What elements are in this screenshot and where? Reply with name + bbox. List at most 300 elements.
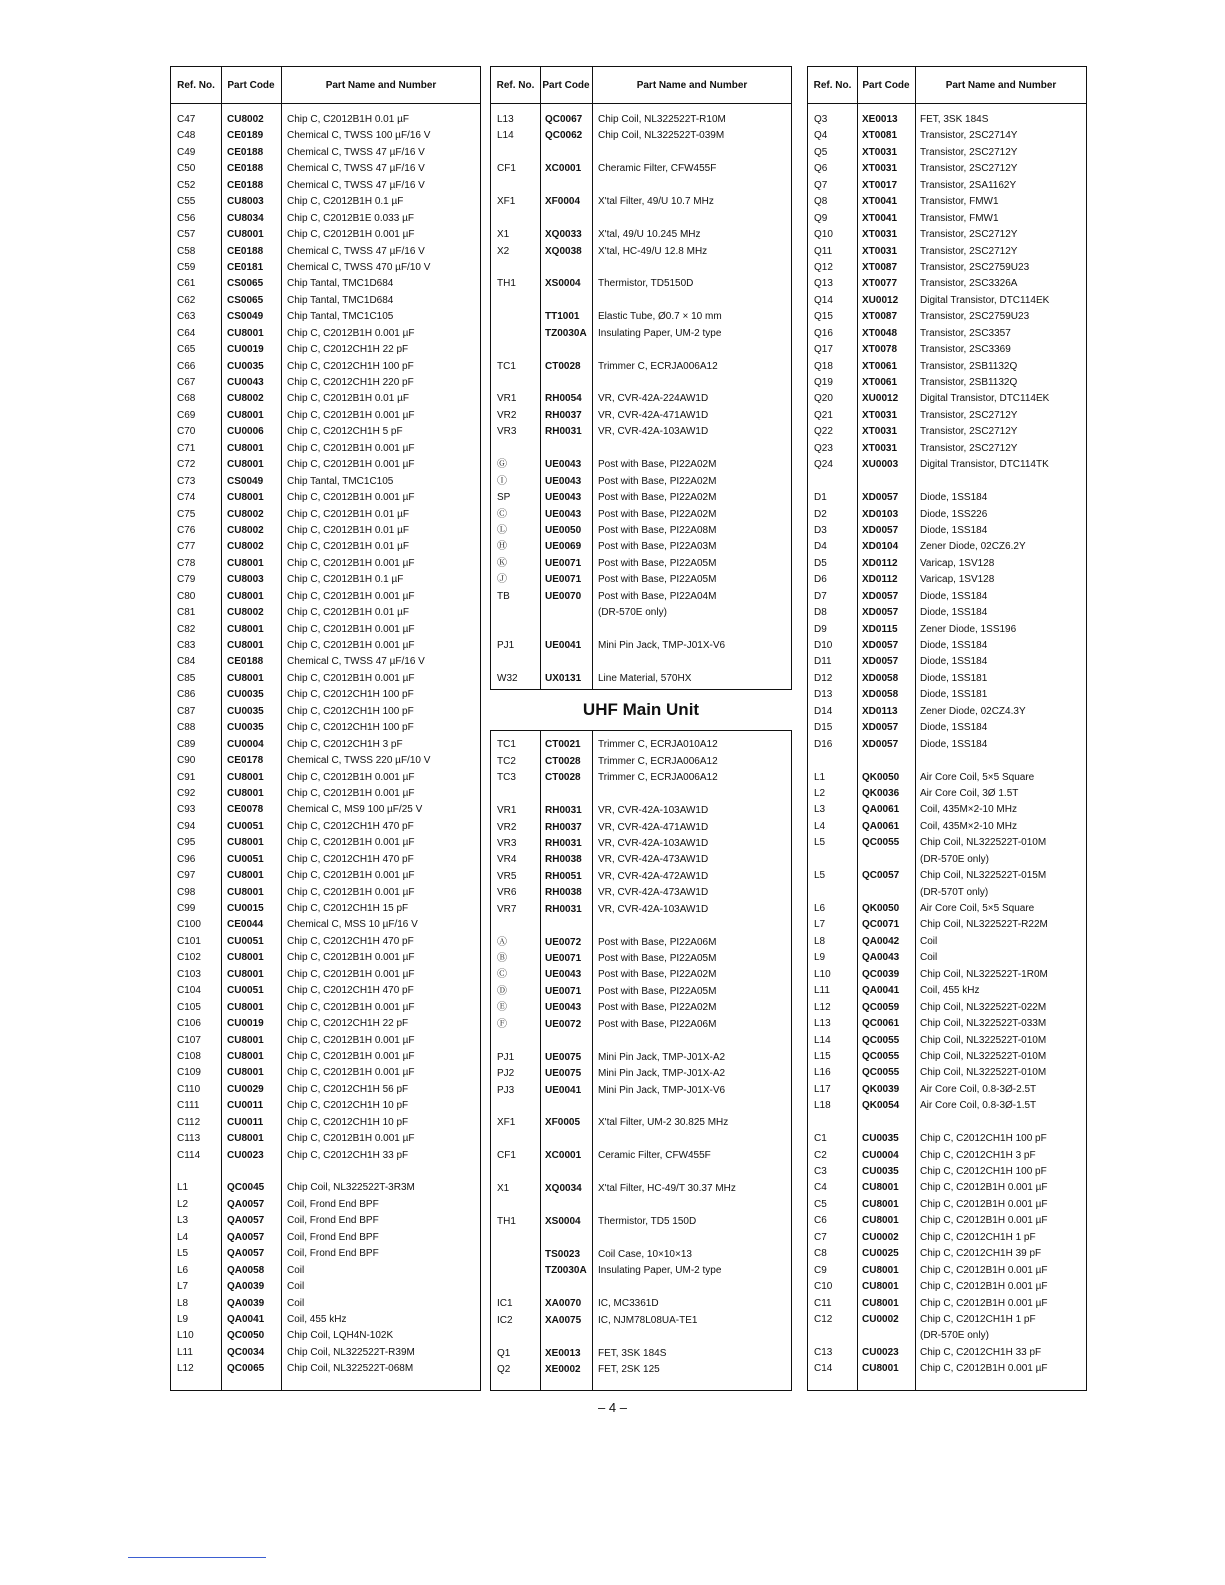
header-name: Part Name and Number: [945, 79, 1057, 91]
name-cell: Chip C, C2012CH1H 1 pF: [920, 1313, 1036, 1325]
table-row: [491, 293, 791, 309]
table-row: [491, 885, 791, 901]
table-row: [171, 375, 480, 391]
ref-cell: C87: [177, 705, 196, 717]
name-cell: Coil: [920, 935, 938, 947]
table-row: [808, 1197, 1086, 1213]
code-cell: XT0087: [862, 261, 898, 273]
name-cell: Chip C, C2012CH1H 470 pF: [287, 935, 414, 947]
code-cell: XQ0034: [545, 1183, 582, 1195]
ref-cell: D13: [814, 689, 833, 701]
name-cell: Transistor, 2SC2712Y: [920, 245, 1018, 257]
ref-cell: PJ1: [497, 640, 515, 651]
name-cell: Diode, 1SS184: [920, 524, 988, 536]
code-cell: CU8003: [227, 574, 264, 586]
code-cell: UE0075: [545, 1051, 582, 1063]
name-cell: Chip Coil, NL322522T-3R3M: [287, 1182, 415, 1194]
name-cell: Mini Pin Jack, TMP-J01X-V6: [598, 1084, 726, 1096]
code-cell: CU0019: [227, 344, 264, 356]
ref-cell: Q16: [814, 327, 833, 339]
code-cell: XT0031: [862, 163, 898, 175]
code-cell: XC0001: [545, 163, 582, 175]
name-cell: Chip C, C2012CH1H 22 pF: [287, 344, 409, 356]
ref-cell: VR1: [497, 393, 517, 405]
code-cell: XE0002: [545, 1363, 581, 1375]
header-code: Part Code: [227, 79, 275, 91]
table-row: [171, 589, 480, 605]
code-cell: CU0035: [227, 705, 264, 717]
code-cell: QA0057: [227, 1231, 265, 1243]
table-row: [491, 869, 791, 885]
ref-cell: Ⓒ: [497, 969, 507, 981]
name-cell: Chip C, C2012CH1H 470 pF: [287, 853, 414, 865]
name-cell: Chip C, C2012B1H 0.001 µF: [287, 672, 415, 684]
code-cell: CU8002: [227, 524, 264, 536]
table-row: [491, 441, 791, 457]
table-row: [491, 1115, 791, 1131]
table-row: [808, 293, 1086, 309]
name-cell: Chip Coil, NL322522T-033M: [920, 1018, 1047, 1030]
name-cell: Chip C, C2012CH1H 100 pF: [920, 1166, 1047, 1177]
table-row: [491, 671, 791, 687]
ref-cell: L9: [177, 1313, 189, 1325]
name-cell: Post with Base, PI22A06M: [598, 1018, 717, 1030]
ref-cell: C14: [814, 1363, 833, 1375]
code-cell: RH0037: [545, 821, 582, 833]
table-row: [491, 523, 791, 539]
table-row: [171, 1328, 480, 1344]
code-cell: UE0072: [545, 936, 582, 948]
table-row: [491, 211, 791, 227]
table-row: [171, 227, 480, 243]
parts-table-2: [490, 66, 792, 1391]
table-row: [808, 950, 1086, 966]
ref-cell: L13: [814, 1018, 831, 1030]
name-cell: Chip C, C2012B1H 0.001 µF: [920, 1264, 1048, 1276]
code-cell: CE0188: [227, 656, 264, 668]
ref-cell: C52: [177, 179, 196, 191]
table-row: [808, 885, 1086, 901]
code-cell: QA0057: [227, 1215, 265, 1227]
code-cell: XT0061: [862, 377, 898, 388]
table-row: [491, 342, 791, 358]
table-row: [491, 1017, 791, 1033]
table-row: [808, 1164, 1086, 1180]
table-row: [171, 638, 480, 654]
table-row: [171, 260, 480, 276]
name-cell: Chip C, C2012CH1H 220 pF: [287, 377, 414, 388]
ref-cell: L8: [814, 935, 826, 947]
table-row: [491, 737, 791, 753]
name-cell: Coil, Frond End BPF: [287, 1215, 379, 1227]
name-cell: Transistor, 2SC2714Y: [920, 130, 1018, 142]
table-row: [808, 671, 1086, 687]
name-cell: Transistor, 2SC3326A: [920, 278, 1018, 290]
ref-cell: Ⓗ: [497, 541, 507, 553]
ref-cell: VR2: [497, 821, 517, 833]
code-cell: CE0078: [227, 804, 264, 816]
ref-cell: C5: [814, 1198, 827, 1210]
ref-cell: L4: [177, 1231, 189, 1243]
name-cell: Chip Coil, NL322522T-039M: [598, 130, 725, 142]
code-cell: QC0055: [862, 1034, 900, 1046]
ref-cell: C76: [177, 524, 196, 536]
table-row: [491, 490, 791, 506]
code-cell: CU8001: [227, 590, 264, 602]
table-row: [808, 1312, 1086, 1328]
table-row: [491, 359, 791, 375]
table-row: [491, 836, 791, 852]
ref-cell: L12: [177, 1363, 194, 1375]
code-cell: XQ0038: [545, 245, 582, 257]
name-cell: Chip Coil, NL322522T-R10M: [598, 114, 726, 125]
ref-cell: C88: [177, 722, 196, 734]
name-cell: Zener Diode, 02CZ6.2Y: [920, 541, 1026, 553]
code-cell: QC0057: [862, 870, 900, 882]
name-cell: Chip Coil, NL322522T-010M: [920, 1034, 1047, 1046]
table-row: [171, 1263, 480, 1279]
table-row: [808, 1361, 1086, 1377]
name-cell: Diode, 1SS184: [920, 640, 988, 651]
code-cell: XT0087: [862, 311, 898, 323]
code-cell: CU8001: [227, 1050, 264, 1062]
rows-col2-top: [491, 112, 791, 687]
table-row: [171, 885, 480, 901]
code-cell: QC0071: [862, 919, 900, 931]
name-cell: Chip Tantal, TMC1D684: [287, 278, 394, 290]
table-row: [171, 835, 480, 851]
name-cell: Transistor, 2SC2712Y: [920, 163, 1018, 175]
code-cell: QC0065: [227, 1363, 265, 1375]
name-cell: Chip Coil, NL322522T-010M: [920, 1050, 1047, 1062]
code-cell: UE0043: [545, 475, 582, 487]
table-row: [808, 1049, 1086, 1065]
name-cell: Chip C, C2012B1H 0.001 µF: [287, 837, 415, 849]
name-cell: Chip C, C2012CH1H 1 pF: [920, 1231, 1036, 1243]
code-cell: RH0031: [545, 903, 582, 915]
code-cell: CE0188: [227, 163, 264, 175]
table-row: [808, 523, 1086, 539]
ref-cell: L13: [497, 114, 514, 125]
code-cell: XD0115: [862, 623, 898, 635]
ref-cell: C2: [814, 1149, 827, 1161]
name-cell: X'tal Filter, HC-49/T 30.37 MHz: [598, 1183, 736, 1195]
code-cell: QK0036: [862, 787, 900, 799]
code-cell: CU8001: [227, 327, 264, 339]
ref-cell: C82: [177, 623, 196, 635]
table-row: [491, 161, 791, 177]
name-cell: (DR-570T only): [920, 886, 989, 898]
name-cell: Trimmer C, ECRJA006A12: [598, 755, 718, 767]
code-cell: CU0023: [227, 1149, 264, 1161]
table-row: [491, 638, 791, 654]
table-row: [171, 178, 480, 194]
code-cell: XT0077: [862, 278, 898, 290]
table-row: [491, 474, 791, 490]
table-row: [171, 1361, 480, 1377]
ref-cell: L8: [177, 1297, 189, 1309]
name-cell: Chip C, C2012CH1H 56 pF: [287, 1083, 409, 1095]
code-cell: CE0188: [227, 179, 264, 191]
section-title-uhf: UHF Main Unit: [490, 689, 792, 731]
code-cell: CU8001: [227, 623, 264, 635]
table-row: [491, 803, 791, 819]
name-cell: Transistor, 2SC3369: [920, 344, 1011, 356]
name-cell: Coil: [287, 1281, 305, 1293]
table-row: [171, 1016, 480, 1032]
name-cell: Chip Coil, NL322522T-R22M: [920, 919, 1048, 931]
name-cell: Chip C, C2012B1H 0.001 µF: [920, 1215, 1048, 1227]
code-cell: TZ0030A: [545, 327, 587, 339]
rows-col2-bottom: [491, 737, 791, 1378]
ref-cell: C61: [177, 278, 196, 290]
table-row: [808, 244, 1086, 260]
table-row: [808, 654, 1086, 670]
ref-cell: CF1: [497, 163, 516, 175]
name-cell: Chip C, C2012B1H 0.001 µF: [287, 1050, 415, 1062]
table-row: [808, 605, 1086, 621]
table-row: [808, 474, 1086, 490]
name-cell: Chemical C, MSS 10 µF/16 V: [287, 919, 418, 931]
code-cell: CU8001: [227, 640, 264, 651]
name-cell: X'tal Filter, 49/U 10.7 MHz: [598, 196, 714, 208]
code-cell: CU8001: [227, 1001, 264, 1013]
table-row: [491, 1247, 791, 1263]
ref-cell: L1: [814, 771, 826, 783]
table-row: [491, 539, 791, 555]
ref-cell: C102: [177, 952, 201, 964]
ref-cell: C11: [814, 1297, 832, 1309]
ref-cell: C65: [177, 344, 196, 356]
code-cell: CE0189: [227, 130, 264, 142]
table-row: [808, 687, 1086, 703]
name-cell: Post with Base, PI22A02M: [598, 459, 717, 471]
table-row: [171, 145, 480, 161]
ref-cell: C111: [177, 1100, 200, 1112]
table-row: [808, 1115, 1086, 1131]
code-cell: QA0061: [862, 804, 900, 816]
table-row: [491, 820, 791, 836]
name-cell: X'tal, 49/U 10.245 MHz: [598, 229, 701, 241]
ref-cell: C48: [177, 130, 196, 142]
code-cell: QC0045: [227, 1182, 265, 1194]
ref-cell: C7: [814, 1231, 827, 1243]
code-cell: XF0004: [545, 196, 581, 208]
name-cell: Chip C, C2012B1H 0.001 µF: [287, 409, 415, 421]
name-cell: Chip Tantal, TMC1C105: [287, 475, 394, 487]
name-cell: Chip C, C2012B1H 0.001 µF: [920, 1182, 1048, 1194]
table-row: [491, 1066, 791, 1082]
code-cell: RH0037: [545, 409, 582, 421]
ref-cell: Q11: [814, 245, 833, 257]
name-cell: Mini Pin Jack, TMP-J01X-V6: [598, 640, 726, 651]
code-cell: CU8001: [862, 1264, 899, 1276]
ref-cell: L10: [814, 968, 831, 980]
ref-cell: D15: [814, 722, 833, 734]
ref-cell: Ⓑ: [497, 953, 507, 964]
name-cell: Coil Case, 10×10×13: [598, 1248, 692, 1260]
ref-cell: D7: [814, 590, 827, 602]
table-row: [808, 1279, 1086, 1295]
code-cell: RH0051: [545, 870, 582, 882]
code-cell: XD0112: [862, 557, 898, 569]
table-row: [808, 145, 1086, 161]
table-row: [171, 720, 480, 736]
ref-cell: VR3: [497, 426, 517, 438]
name-cell: FET, 2SK 125: [598, 1363, 660, 1375]
ref-cell: D16: [814, 738, 833, 750]
name-cell: Coil, 435M×2-10 MHz: [920, 820, 1017, 832]
table-row: [171, 523, 480, 539]
ref-cell: TC3: [497, 772, 516, 784]
code-cell: QC0055: [862, 837, 900, 849]
table-row: [171, 1164, 480, 1180]
table-row: [491, 1099, 791, 1115]
ref-cell: C113: [177, 1133, 201, 1145]
code-cell: RH0038: [545, 887, 582, 899]
table-row: [808, 309, 1086, 325]
ref-cell: C69: [177, 409, 196, 421]
name-cell: Chip C, C2012CH1H 15 pF: [287, 903, 409, 914]
code-cell: XS0004: [545, 278, 581, 290]
code-cell: QA0058: [227, 1264, 265, 1276]
table-row: [171, 112, 480, 128]
name-cell: Chip C, C2012B1H 0.01 µF: [287, 524, 409, 536]
table-row: [808, 770, 1086, 786]
name-cell: FET, 3SK 184S: [598, 1347, 667, 1359]
ref-cell: Q17: [814, 344, 833, 356]
code-cell: RH0031: [545, 805, 582, 817]
ref-cell: C6: [814, 1215, 827, 1227]
table-row: [808, 1296, 1086, 1312]
ref-cell: VR1: [497, 805, 517, 817]
table-row: [171, 1296, 480, 1312]
table-row: [171, 704, 480, 720]
name-cell: Chemical C, TWSS 47 µF/16 V: [287, 163, 425, 175]
name-cell: Chip Coil, NL322522T-022M: [920, 1001, 1047, 1013]
name-cell: VR, CVR-42A-103AW1D: [598, 837, 709, 849]
code-cell: CU8001: [862, 1182, 899, 1194]
name-cell: Chip C, C2012B1H 0.001 µF: [287, 771, 415, 783]
name-cell: Chemical C, TWSS 47 µF/16 V: [287, 656, 425, 668]
ref-cell: C99: [177, 903, 196, 914]
table-row: [808, 507, 1086, 523]
name-cell: Chip C, C2012B1H 0.001 µF: [920, 1363, 1048, 1375]
table-row: [491, 754, 791, 770]
name-cell: Transistor, 2SC2712Y: [920, 146, 1018, 158]
name-cell: Mini Pin Jack, TMP-J01X-A2: [598, 1068, 726, 1080]
ref-cell: L3: [814, 804, 826, 816]
name-cell: Diode, 1SS184: [920, 590, 988, 602]
code-cell: UE0041: [545, 640, 582, 651]
name-cell: Chemical C, TWSS 470 µF/10 V: [287, 261, 431, 273]
name-cell: Post with Base, PI22A05M: [598, 985, 717, 997]
code-cell: XD0103: [862, 508, 899, 520]
ref-cell: L6: [177, 1264, 189, 1276]
ref-cell: C79: [177, 574, 196, 586]
name-cell: Transistor, 2SB1132Q: [920, 377, 1018, 388]
ref-cell: C84: [177, 656, 196, 668]
code-cell: CU8034: [227, 212, 264, 224]
table-row: [171, 737, 480, 753]
name-cell: (DR-570E only): [598, 607, 667, 619]
ref-cell: C105: [177, 1001, 201, 1013]
ref-cell: D2: [814, 508, 827, 520]
ref-cell: L2: [814, 787, 826, 799]
ref-cell: C89: [177, 738, 196, 750]
ref-cell: X1: [497, 1183, 510, 1195]
table-row: [171, 326, 480, 342]
ref-cell: SP: [497, 492, 511, 504]
table-row: [491, 1329, 791, 1345]
name-cell: Chip C, C2012B1H 0.001 µF: [287, 870, 415, 882]
ref-cell: C73: [177, 475, 196, 487]
code-cell: CS0065: [227, 278, 264, 290]
table-row: [491, 902, 791, 918]
ref-cell: C92: [177, 787, 196, 799]
code-cell: CU0015: [227, 903, 264, 914]
table-row: [808, 934, 1086, 950]
table-row: [491, 276, 791, 292]
table-row: [171, 1098, 480, 1114]
ref-cell: Q14: [814, 294, 833, 306]
code-cell: CU8001: [227, 557, 264, 569]
table-row: [808, 901, 1086, 917]
table-row: [171, 1246, 480, 1262]
name-cell: Chip C, C2012CH1H 100 pF: [920, 1133, 1047, 1145]
table-row: [491, 1165, 791, 1181]
ref-cell: L14: [814, 1034, 831, 1046]
ref-cell: C56: [177, 212, 196, 224]
ref-cell: C66: [177, 360, 196, 372]
code-cell: CT0028: [545, 755, 581, 767]
ref-cell: X2: [497, 245, 510, 257]
code-cell: CU8001: [227, 837, 264, 849]
code-cell: UE0071: [545, 557, 582, 569]
code-cell: QC0059: [862, 1001, 900, 1013]
table-row: [491, 1132, 791, 1148]
name-cell: Thermistor, TD5150D: [598, 278, 694, 290]
name-cell: Varicap, 1SV128: [920, 557, 995, 569]
ref-cell: L7: [814, 919, 826, 931]
ref-cell: PJ1: [497, 1051, 515, 1063]
ref-cell: C57: [177, 229, 196, 241]
table-row: [491, 507, 791, 523]
ref-cell: PJ3: [497, 1084, 515, 1096]
table-row: [808, 1016, 1086, 1032]
table-row: [808, 161, 1086, 177]
code-cell: QK0050: [862, 903, 900, 914]
table-row: [171, 917, 480, 933]
name-cell: Chip C, C2012CH1H 470 pF: [287, 985, 414, 997]
table-row: [491, 1296, 791, 1312]
name-cell: Digital Transistor, DTC114EK: [920, 294, 1050, 306]
code-cell: CU8001: [227, 1067, 264, 1079]
ref-cell: C71: [177, 442, 196, 454]
table-row: [808, 589, 1086, 605]
table-row: [808, 1148, 1086, 1164]
ref-cell: C49: [177, 146, 196, 158]
table-row: [808, 704, 1086, 720]
name-cell: Digital Transistor, DTC114EK: [920, 393, 1050, 405]
code-cell: QA0057: [227, 1198, 265, 1210]
table-row: [491, 424, 791, 440]
table-row: [171, 293, 480, 309]
code-cell: CU0004: [227, 738, 264, 750]
name-cell: Chemical C, TWSS 47 µF/16 V: [287, 245, 425, 257]
code-cell: QC0055: [862, 1050, 900, 1062]
name-cell: Chip C, C2012B1H 0.001 µF: [287, 623, 415, 635]
